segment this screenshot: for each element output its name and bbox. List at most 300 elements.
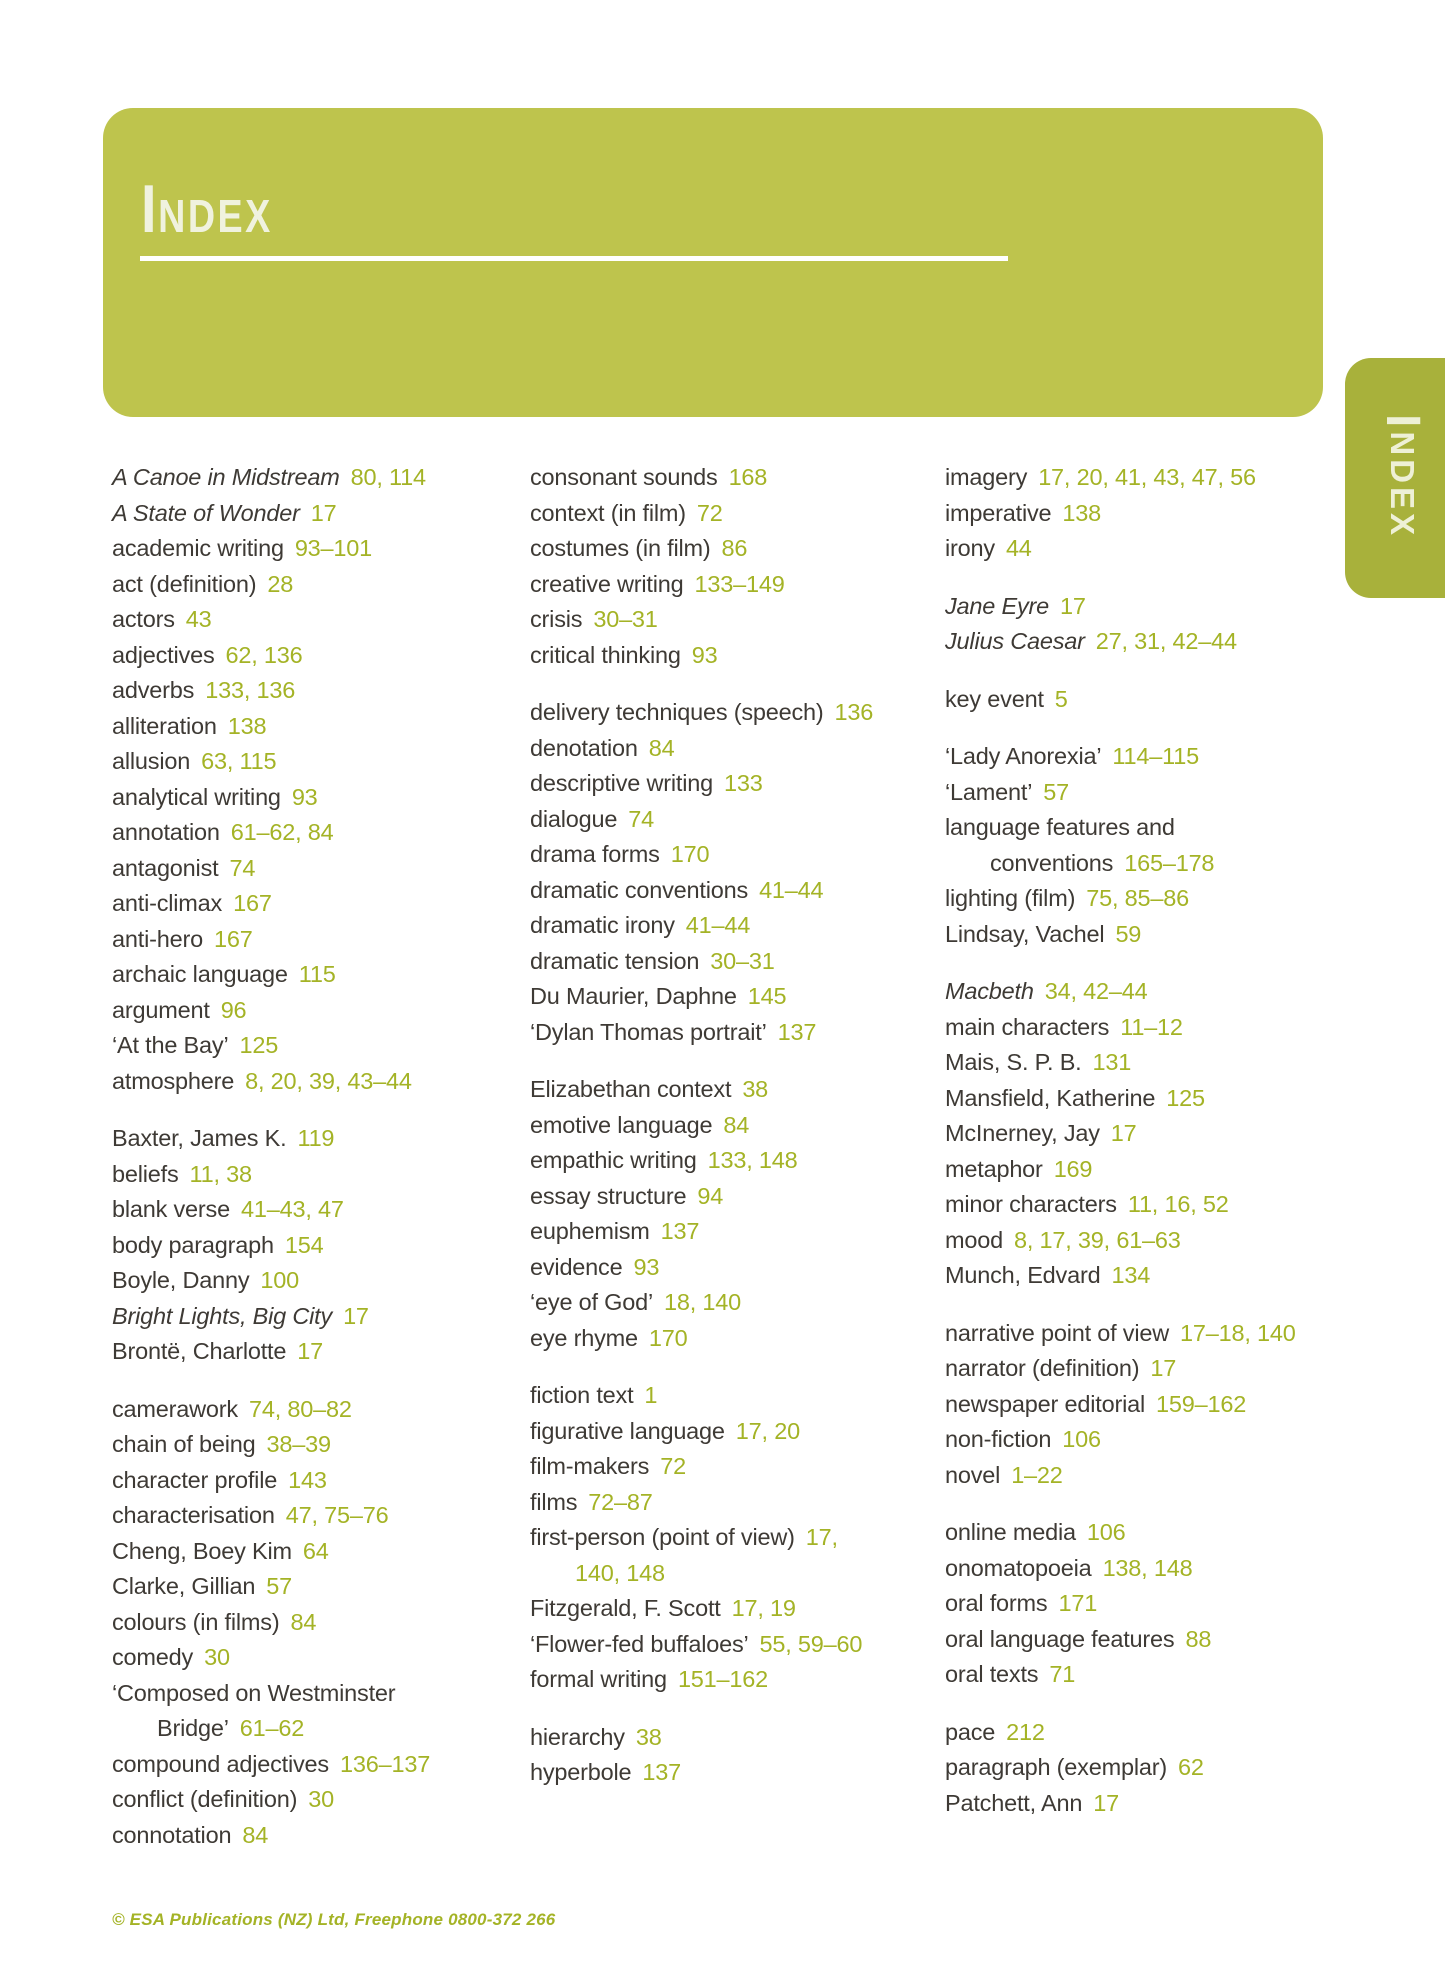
entry-pages: 41–44 [759,876,824,903]
entry-pages: 84 [723,1111,750,1138]
entry-pages: 61–62 [239,1715,305,1741]
side-tab-label [1375,414,1430,539]
entry-pages: 30–31 [710,947,775,974]
index-entry [112,1263,512,1299]
entry-term: Macbeth [945,978,1034,1004]
entry-term: atmosphere [112,1067,235,1094]
entry-pages: 1–22 [1011,1461,1063,1488]
index-entry [112,1392,512,1428]
index-entry [112,1605,512,1641]
index-entry [112,993,512,1029]
entry-term: blank verse [112,1196,230,1222]
index-entry-line [945,1551,1365,1587]
index-entry-line [112,1463,512,1499]
entry-pages: 38 [742,1076,769,1102]
index-entry [112,1818,512,1854]
index-entry [530,1520,930,1591]
index-entry [530,1143,930,1179]
entry-term: creative writing [530,570,684,597]
entry-pages: 72 [660,1453,686,1479]
entry-pages: 138 [227,712,267,739]
page-title-rest: NDEX [158,190,273,242]
entry-term: eye rhyme [530,1324,638,1351]
index-entry [530,1285,930,1321]
entry-term: Lindsay, Vachel [945,920,1105,947]
index-entry-line [112,709,512,745]
index-entry-line [945,917,1365,953]
index-entry [112,1028,512,1064]
index-entry [530,1485,930,1521]
entry-term: ‘Flower-fed buffaloes’ [530,1630,749,1657]
entry-term: act (definition) [112,570,257,597]
index-entry [945,1422,1365,1458]
index-group [945,1715,1365,1822]
entry-term: Baxter, James K. [112,1125,287,1151]
entry-term: academic writing [112,535,284,561]
index-entry-line [945,1622,1365,1658]
index-entry [945,1010,1365,1046]
index-entry [945,1750,1365,1786]
index-entry-line [530,460,930,496]
entry-pages: 75, 85–86 [1086,885,1189,911]
index-entry-line [530,1015,930,1051]
index-entry-line [112,1334,512,1370]
index-entry-line [945,1515,1365,1551]
index-entry [112,815,512,851]
entry-term: formal writing [530,1666,667,1692]
index-entry [945,1387,1365,1423]
entry-pages: 17–18, 140 [1180,1319,1296,1346]
index-entry [945,624,1365,660]
index-entry [530,1591,930,1627]
entry-pages: 17, [805,1524,838,1550]
entry-term: empathic writing [530,1147,697,1173]
entry-term: ‘Dylan Thomas portrait’ [530,1018,767,1045]
entry-pages: 18, 140 [664,1289,742,1315]
entry-term: online media [945,1519,1076,1545]
entry-term: minor characters [945,1191,1117,1217]
index-entry-line [945,1152,1365,1188]
entry-term: consonant sounds [530,464,718,490]
index-entry [530,1378,930,1414]
index-entry [112,602,512,638]
entry-term: oral texts [945,1661,1039,1687]
page-title [141,170,273,248]
entry-pages: 30–31 [593,606,658,632]
index-entry-line [112,1263,512,1299]
entry-term: costumes (in film) [530,535,711,561]
index-group [530,1072,930,1356]
index-group [945,1515,1365,1693]
entry-term: Cheng, Boey Kim [112,1537,292,1564]
index-entry-line [945,1351,1365,1387]
index-entry-line [112,1569,512,1605]
index-entry [530,1321,930,1357]
index-entry [945,1622,1365,1658]
entry-pages: 138 [1062,499,1102,526]
entry-pages: 71 [1049,1661,1076,1687]
index-entry [112,744,512,780]
index-group [112,460,512,1099]
entry-pages: 154 [284,1231,324,1258]
index-entry-line [112,1498,512,1534]
index-entry-line [945,1786,1365,1822]
index-entry [530,1414,930,1450]
entry-term: context (in film) [530,499,686,526]
entry-term: colours (in films) [112,1608,280,1635]
index-entry [945,810,1365,881]
index-entry [945,1657,1365,1693]
entry-term: Munch, Edvard [945,1262,1101,1288]
index-entry [945,1551,1365,1587]
index-entry-line [112,1534,512,1570]
entry-pages: 63, 115 [201,748,277,774]
index-group [112,1121,512,1370]
index-entry [112,1427,512,1463]
index-entry-line [530,602,930,638]
entry-term: analytical writing [112,783,281,810]
entry-term: allusion [112,748,191,774]
index-entry [530,1662,930,1698]
entry-term: main characters [945,1013,1110,1040]
index-entry [945,881,1365,917]
index-entry [112,531,512,567]
entry-term: non-fiction [945,1426,1052,1452]
entry-pages: 93 [691,641,718,668]
entry-pages: 145 [747,983,787,1009]
entry-term: ‘Lady Anorexia’ [945,743,1102,769]
index-entry [530,908,930,944]
title-underline [140,256,1008,261]
index-entry [530,1015,930,1051]
index-entry-line [530,567,930,603]
index-entry-line [530,1720,930,1756]
entry-term: antagonist [112,854,219,881]
entry-term: adverbs [112,677,195,703]
entry-pages: 167 [213,925,253,952]
entry-term: Mais, S. P. B. [945,1049,1082,1075]
index-group [530,1720,930,1791]
entry-pages: 137 [660,1218,700,1244]
entry-term: Patchett, Ann [945,1789,1083,1816]
entry-term: conventions [990,849,1114,876]
index-entry-line [112,673,512,709]
index-entry-line [530,837,930,873]
index-entry-line [112,1121,512,1157]
index-entry [112,1782,512,1818]
index-entry-line [112,1747,512,1783]
index-entry-line [945,624,1365,660]
index-entry-line [945,1657,1365,1693]
entry-pages: 47, 75–76 [285,1502,389,1528]
entry-term: Jane Eyre [945,592,1050,619]
index-entry-line [530,1414,930,1450]
index-entry [112,1498,512,1534]
entry-pages: 38 [635,1723,662,1750]
index-entry-line [530,1250,930,1286]
entry-pages: 57 [1043,778,1069,805]
entry-pages: 134 [1111,1262,1151,1288]
entry-pages: 59 [1115,920,1142,947]
entry-term: dramatic tension [530,947,700,974]
index-entry-line [530,1072,930,1108]
entry-pages: 138, 148 [1102,1554,1193,1581]
index-entry-line [112,957,512,993]
index-entry-line [530,944,930,980]
entry-term: ‘At the Bay’ [112,1032,229,1058]
index-entry [530,979,930,1015]
entry-term: alliteration [112,712,217,739]
index-entry [112,673,512,709]
index-entry [945,589,1365,625]
index-entry [112,1299,512,1335]
entry-pages: 212 [1006,1718,1045,1745]
index-entry-line [945,1422,1365,1458]
entry-term: irony [945,535,995,561]
entry-pages: 143 [288,1466,327,1493]
entry-pages: 17 [1060,592,1086,619]
index-entry-line [530,1143,930,1179]
entry-term: narrative point of view [945,1319,1169,1346]
index-entry-line [530,1556,930,1592]
index-entry [530,1250,930,1286]
entry-term: Clarke, Gillian [112,1573,256,1599]
index-entry-line [530,1321,930,1357]
entry-pages: 168 [728,464,768,490]
entry-term: oral forms [945,1590,1048,1616]
entry-pages: 93 [633,1253,660,1280]
index-entry-line [945,1116,1365,1152]
index-entry [112,1157,512,1193]
entry-pages: 119 [297,1125,335,1151]
index-entry-line [530,496,930,532]
entry-term: hierarchy [530,1723,625,1750]
index-entry [530,1072,930,1108]
index-entry [530,1108,930,1144]
index-entry-line [945,1586,1365,1622]
index-entry-line [945,531,1365,567]
entry-term: dialogue [530,805,618,832]
entry-term: ‘Composed on Westminster [112,1679,396,1706]
index-entry-line [112,780,512,816]
entry-pages: 170 [648,1324,688,1351]
entry-term: anti-hero [112,925,203,952]
entry-term: Bright Lights, Big City [112,1302,333,1329]
entry-pages: 62, 136 [225,641,303,668]
index-entry-line [112,993,512,1029]
entry-pages: 84 [290,1608,317,1635]
index-group [112,1392,512,1854]
entry-pages: 133, 148 [707,1147,798,1173]
header-banner [103,108,1323,417]
entry-term: comedy [112,1644,194,1670]
entry-pages: 133, 136 [205,677,296,703]
index-entry [112,886,512,922]
entry-pages: 136 [834,699,874,725]
entry-term: conflict (definition) [112,1786,298,1812]
index-entry [530,731,930,767]
entry-pages: 5 [1054,685,1068,712]
entry-term: beliefs [112,1160,179,1187]
index-entry [112,1064,512,1100]
entry-pages: 8, 17, 39, 61–63 [1014,1226,1181,1253]
index-group [530,695,930,1050]
index-entry [530,638,930,674]
index-entry-line [112,1605,512,1641]
entry-pages: 30 [204,1644,230,1670]
entry-pages: 125 [239,1032,279,1058]
entry-pages: 72–87 [588,1488,653,1515]
index-entry-line [112,1818,512,1854]
entry-term: hyperbole [530,1759,632,1785]
entry-term: Mansfield, Katherine [945,1084,1156,1111]
index-entry-line [530,1755,930,1791]
index-entry [530,837,930,873]
entry-pages: 72 [696,499,723,526]
index-entry [945,496,1365,532]
index-entry-line [112,1640,512,1676]
entry-term: compound adjectives [112,1750,329,1777]
index-entry [945,1045,1365,1081]
entry-term: onomatopoeia [945,1554,1092,1581]
index-entry-line [530,1449,930,1485]
entry-term: paragraph (exemplar) [945,1754,1167,1780]
entry-term: annotation [112,819,220,845]
entry-term: A State of Wonder [112,499,300,526]
entry-term: Boyle, Danny [112,1267,250,1293]
index-entry [530,802,930,838]
entry-term: character profile [112,1466,278,1493]
entry-pages: 133–149 [694,570,785,597]
entry-pages: 106 [1062,1426,1101,1452]
entry-pages: 57 [266,1573,293,1599]
index-entry-line [530,979,930,1015]
entry-pages: 115 [298,961,336,987]
entry-term: dramatic conventions [530,876,749,903]
index-entry-line [112,602,512,638]
index-entry-line [530,1662,930,1698]
entry-pages: 55, 59–60 [759,1630,863,1657]
entry-term: chain of being [112,1431,256,1457]
entry-pages: 11, 38 [189,1160,252,1187]
entry-pages: 17 [1150,1355,1177,1381]
index-entry-line [945,1010,1365,1046]
index-entry-line [112,886,512,922]
index-entry-line [945,460,1365,496]
entry-term: crisis [530,606,583,632]
index-entry-line [530,731,930,767]
entry-pages: 80, 114 [350,464,426,490]
index-entry [945,1786,1365,1822]
index-group [945,974,1365,1294]
entry-term: first-person (point of view) [530,1524,795,1550]
index-entry-line [530,638,930,674]
entry-term: imagery [945,464,1028,490]
index-entry [112,1676,512,1747]
index-entry-line [112,1192,512,1228]
entry-pages: 100 [260,1267,299,1293]
index-entry [112,1334,512,1370]
entry-pages: 159–162 [1156,1390,1247,1417]
index-column-1 [112,460,512,1853]
index-entry [945,1223,1365,1259]
index-entry-line [112,460,512,496]
entry-term: Du Maurier, Daphne [530,983,737,1009]
entry-term: euphemism [530,1218,650,1244]
entry-term: fiction text [530,1382,634,1408]
entry-term: evidence [530,1253,623,1280]
entry-pages: 74, 80–82 [248,1395,352,1422]
index-entry [945,531,1365,567]
index-entry-line [530,873,930,909]
index-group [945,739,1365,952]
entry-term: McInerney, Jay [945,1120,1100,1146]
entry-pages: 17 [1093,1789,1119,1816]
index-entry [530,944,930,980]
entry-pages: 131 [1092,1049,1132,1075]
entry-pages: 17 [310,499,337,526]
index-entry [945,460,1365,496]
entry-pages: 171 [1058,1590,1098,1616]
index-entry [945,739,1365,775]
entry-pages: 84 [242,1821,269,1848]
entry-term: ‘Lament’ [945,778,1033,805]
index-entry [945,1187,1365,1223]
index-group [945,1316,1365,1494]
index-entry-line [112,1299,512,1335]
index-entry-line [945,1045,1365,1081]
entry-pages: 17, 20 [735,1417,800,1444]
index-column-2 [530,460,930,1791]
entry-pages: 17 [343,1302,369,1329]
entry-term: mood [945,1226,1003,1253]
entry-term: delivery techniques (speech) [530,699,824,725]
index-entry [530,873,930,909]
index-entry-line [945,1715,1365,1751]
index-entry-line [945,1316,1365,1352]
index-column-3 [945,460,1365,1821]
index-entry-line [945,739,1365,775]
index-entry-line [945,1458,1365,1494]
index-entry-line [945,496,1365,532]
entry-pages: 86 [721,535,748,561]
entry-term: ‘eye of God’ [530,1289,654,1315]
index-entry [530,460,930,496]
index-group [945,682,1365,718]
index-entry-line [112,567,512,603]
index-entry [530,531,930,567]
entry-term: critical thinking [530,641,681,668]
entry-pages: 17, 19 [731,1595,796,1621]
index-entry-line [945,846,1365,882]
entry-term: metaphor [945,1155,1043,1182]
index-entry-line [945,810,1365,846]
index-entry [112,1747,512,1783]
entry-term: emotive language [530,1111,713,1138]
index-entry-line [112,922,512,958]
index-entry-line [530,802,930,838]
side-tab-label-initial: I [1376,414,1429,432]
index-entry [945,1258,1365,1294]
index-entry [112,1192,512,1228]
side-tab-label-rest: NDEX [1384,431,1421,540]
entry-pages: 74 [229,854,256,881]
entry-term: narrator (definition) [945,1355,1140,1381]
entry-term: actors [112,606,175,632]
entry-pages: 38–39 [266,1431,331,1457]
entry-term: figurative language [530,1417,725,1444]
page-title-initial: I [141,171,159,247]
